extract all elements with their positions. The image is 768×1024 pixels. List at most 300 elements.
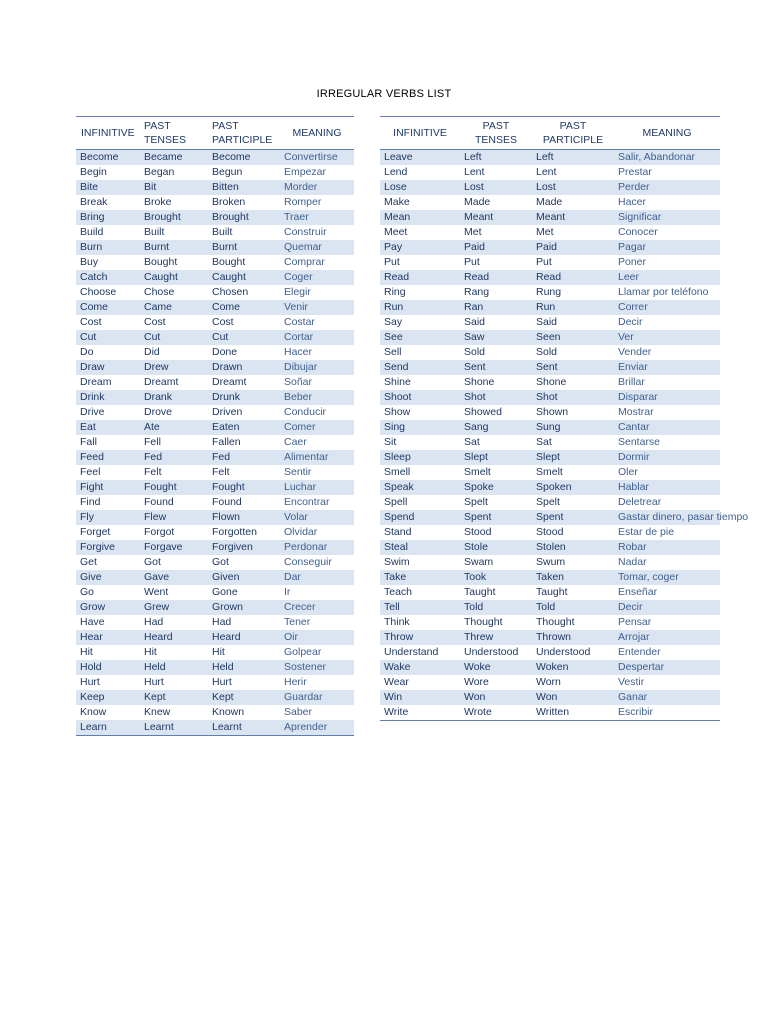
table-row [76, 360, 354, 375]
table-row [380, 600, 720, 615]
cell-infinitive: Forget [76, 525, 140, 540]
cell-past-tense: Fed [140, 450, 208, 465]
cell-meaning: Brillar [614, 375, 720, 390]
cell-past-tense: Came [140, 300, 208, 315]
cell-meaning: Cortar [280, 330, 354, 345]
table-row [76, 555, 354, 570]
cell-infinitive: Do [76, 345, 140, 360]
cell-past-tense: Sang [460, 420, 532, 435]
cell-infinitive: Read [380, 270, 460, 285]
cell-infinitive: Build [76, 225, 140, 240]
cell-past-tense: Made [460, 195, 532, 210]
cell-past-participle: Bitten [208, 180, 280, 195]
cell-past-tense: Shone [460, 375, 532, 390]
table-row [76, 420, 354, 435]
cell-infinitive: Become [76, 150, 140, 166]
cell-past-tense: Took [460, 570, 532, 585]
cell-infinitive: Mean [380, 210, 460, 225]
cell-past-tense: Forgot [140, 525, 208, 540]
cell-past-tense: Thought [460, 615, 532, 630]
cell-past-tense: Hurt [140, 675, 208, 690]
cell-past-participle: Shown [532, 405, 614, 420]
cell-past-participle: Smelt [532, 465, 614, 480]
cell-infinitive: Draw [76, 360, 140, 375]
cell-past-tense: Learnt [140, 720, 208, 736]
table-row [380, 285, 720, 300]
table-row [380, 405, 720, 420]
cell-past-participle: Forgotten [208, 525, 280, 540]
table-row [380, 390, 720, 405]
cell-meaning: Perdonar [280, 540, 354, 555]
cell-infinitive: Get [76, 555, 140, 570]
table-row [380, 465, 720, 480]
cell-infinitive: Spell [380, 495, 460, 510]
cell-past-participle: Fought [208, 480, 280, 495]
table-row [380, 450, 720, 465]
cell-past-participle: Paid [532, 240, 614, 255]
cell-past-tense: Meant [460, 210, 532, 225]
cell-past-tense: Wore [460, 675, 532, 690]
cell-meaning: Robar [614, 540, 720, 555]
cell-past-tense: Met [460, 225, 532, 240]
cell-infinitive: Sell [380, 345, 460, 360]
cell-infinitive: Forgive [76, 540, 140, 555]
table-row [76, 630, 354, 645]
cell-infinitive: Lose [380, 180, 460, 195]
cell-past-participle: Done [208, 345, 280, 360]
table-row [380, 480, 720, 495]
table-row [380, 255, 720, 270]
cell-infinitive: Give [76, 570, 140, 585]
header-meaning: MEANING [280, 117, 354, 150]
cell-past-tense: Left [460, 150, 532, 166]
table-row [76, 510, 354, 525]
table-row [380, 150, 720, 166]
cell-meaning: Pensar [614, 615, 720, 630]
cell-past-participle: Spent [532, 510, 614, 525]
table-row [380, 330, 720, 345]
cell-past-participle: Met [532, 225, 614, 240]
cell-past-tense: Stole [460, 540, 532, 555]
cell-meaning: Alimentar [280, 450, 354, 465]
table-row [380, 630, 720, 645]
table-row [380, 645, 720, 660]
cell-infinitive: Tell [380, 600, 460, 615]
cell-meaning: Guardar [280, 690, 354, 705]
table-row [76, 195, 354, 210]
cell-meaning: Estar de pie [614, 525, 720, 540]
cell-meaning: Llamar por teléfono [614, 285, 720, 300]
cell-past-participle: Meant [532, 210, 614, 225]
table-row [76, 225, 354, 240]
cell-infinitive: Come [76, 300, 140, 315]
cell-meaning: Oler [614, 465, 720, 480]
cell-meaning: Costar [280, 315, 354, 330]
cell-infinitive: Have [76, 615, 140, 630]
table-row [380, 705, 720, 721]
cell-past-participle: Come [208, 300, 280, 315]
table-row [76, 390, 354, 405]
cell-infinitive: Burn [76, 240, 140, 255]
cell-past-tense: Taught [460, 585, 532, 600]
table-row [76, 255, 354, 270]
cell-past-participle: Hurt [208, 675, 280, 690]
cell-infinitive: Eat [76, 420, 140, 435]
cell-meaning: Correr [614, 300, 720, 315]
cell-past-participle: Begun [208, 165, 280, 180]
cell-past-tense: Stood [460, 525, 532, 540]
table-row [76, 270, 354, 285]
cell-past-participle: Sat [532, 435, 614, 450]
cell-infinitive: Meet [380, 225, 460, 240]
cell-past-participle: Thrown [532, 630, 614, 645]
cell-past-participle: Shot [532, 390, 614, 405]
cell-meaning: Comprar [280, 255, 354, 270]
table-row [380, 540, 720, 555]
cell-past-participle: Shone [532, 375, 614, 390]
cell-meaning: Vender [614, 345, 720, 360]
cell-past-tense: Spent [460, 510, 532, 525]
table-row [76, 315, 354, 330]
table-row [380, 690, 720, 705]
cell-past-participle: Spoken [532, 480, 614, 495]
table-row [76, 495, 354, 510]
table-row [380, 165, 720, 180]
cell-meaning: Despertar [614, 660, 720, 675]
cell-past-participle: Spelt [532, 495, 614, 510]
cell-past-participle: Written [532, 705, 614, 721]
cell-past-participle: Drawn [208, 360, 280, 375]
cell-meaning: Empezar [280, 165, 354, 180]
cell-infinitive: Fight [76, 480, 140, 495]
cell-meaning: Vestir [614, 675, 720, 690]
cell-infinitive: Throw [380, 630, 460, 645]
cell-past-participle: Bought [208, 255, 280, 270]
cell-meaning: Enviar [614, 360, 720, 375]
table-row [76, 480, 354, 495]
cell-infinitive: Show [380, 405, 460, 420]
table-header-row [76, 117, 354, 150]
cell-past-participle: Driven [208, 405, 280, 420]
cell-past-participle: Grown [208, 600, 280, 615]
header-meaning: MEANING [614, 117, 720, 150]
cell-infinitive: Wake [380, 660, 460, 675]
header-infinitive: INFINITIVE [380, 117, 460, 150]
cell-past-participle: Brought [208, 210, 280, 225]
table-row [380, 375, 720, 390]
cell-past-tense: Fought [140, 480, 208, 495]
cell-infinitive: Stand [380, 525, 460, 540]
cell-infinitive: Sit [380, 435, 460, 450]
cell-meaning: Poner [614, 255, 720, 270]
table-row [380, 180, 720, 195]
table-row [76, 570, 354, 585]
cell-meaning: Traer [280, 210, 354, 225]
cell-infinitive: Lend [380, 165, 460, 180]
cell-meaning: Hacer [280, 345, 354, 360]
cell-past-participle: Become [208, 150, 280, 166]
cell-past-tense: Understood [460, 645, 532, 660]
cell-past-participle: Left [532, 150, 614, 166]
table-row [76, 465, 354, 480]
cell-infinitive: Go [76, 585, 140, 600]
cell-infinitive: Shoot [380, 390, 460, 405]
cell-infinitive: Learn [76, 720, 140, 736]
cell-past-participle: Broken [208, 195, 280, 210]
cell-past-participle: Fed [208, 450, 280, 465]
cell-past-tense: Spelt [460, 495, 532, 510]
cell-meaning: Conocer [614, 225, 720, 240]
cell-past-tense: Bit [140, 180, 208, 195]
cell-meaning: Elegir [280, 285, 354, 300]
cell-past-tense: Built [140, 225, 208, 240]
cell-meaning: Sostener [280, 660, 354, 675]
cell-meaning: Romper [280, 195, 354, 210]
cell-meaning: Construir [280, 225, 354, 240]
cell-infinitive: Teach [380, 585, 460, 600]
cell-past-participle: Thought [532, 615, 614, 630]
cell-infinitive: Smell [380, 465, 460, 480]
cell-meaning: Oir [280, 630, 354, 645]
table-row [76, 720, 354, 736]
cell-past-tense: Lost [460, 180, 532, 195]
cell-past-participle: Burnt [208, 240, 280, 255]
cell-meaning: Hablar [614, 480, 720, 495]
cell-meaning: Soñar [280, 375, 354, 390]
table-row [76, 240, 354, 255]
cell-meaning: Caer [280, 435, 354, 450]
cell-past-tense: Cut [140, 330, 208, 345]
cell-infinitive: Bring [76, 210, 140, 225]
cell-infinitive: Take [380, 570, 460, 585]
cell-infinitive: Fall [76, 435, 140, 450]
table-row [380, 435, 720, 450]
cell-past-tense: Did [140, 345, 208, 360]
cell-meaning: Golpear [280, 645, 354, 660]
cell-infinitive: Pay [380, 240, 460, 255]
cell-past-tense: Drew [140, 360, 208, 375]
cell-infinitive: Drive [76, 405, 140, 420]
cell-infinitive: Feed [76, 450, 140, 465]
cell-infinitive: Put [380, 255, 460, 270]
header-past-tenses: PAST TENSES [460, 117, 532, 150]
cell-past-tense: Sat [460, 435, 532, 450]
cell-infinitive: Hold [76, 660, 140, 675]
cell-infinitive: Cut [76, 330, 140, 345]
table-header-row [380, 117, 720, 150]
cell-past-participle: Drunk [208, 390, 280, 405]
cell-infinitive: Hit [76, 645, 140, 660]
table-row [76, 615, 354, 630]
cell-meaning: Quemar [280, 240, 354, 255]
cell-infinitive: Write [380, 705, 460, 721]
cell-past-tense: Rang [460, 285, 532, 300]
table-row [380, 495, 720, 510]
cell-past-tense: Grew [140, 600, 208, 615]
cell-past-tense: Told [460, 600, 532, 615]
cell-meaning: Comer [280, 420, 354, 435]
cell-infinitive: Sing [380, 420, 460, 435]
cell-infinitive: Sleep [380, 450, 460, 465]
cell-meaning: Crecer [280, 600, 354, 615]
cell-meaning: Beber [280, 390, 354, 405]
cell-meaning: Salir, Abandonar [614, 150, 720, 166]
cell-meaning: Hacer [614, 195, 720, 210]
cell-past-participle: Gone [208, 585, 280, 600]
cell-past-participle: Taken [532, 570, 614, 585]
table-row [380, 240, 720, 255]
cell-infinitive: Ring [380, 285, 460, 300]
cell-infinitive: Hurt [76, 675, 140, 690]
cell-meaning: Enseñar [614, 585, 720, 600]
cell-past-tense: Read [460, 270, 532, 285]
cell-past-participle: Told [532, 600, 614, 615]
cell-past-tense: Felt [140, 465, 208, 480]
table-row [380, 615, 720, 630]
cell-past-tense: Held [140, 660, 208, 675]
cell-past-tense: Burnt [140, 240, 208, 255]
cell-infinitive: Grow [76, 600, 140, 615]
cell-past-tense: Began [140, 165, 208, 180]
cell-past-tense: Shot [460, 390, 532, 405]
cell-infinitive: Understand [380, 645, 460, 660]
cell-past-tense: Kept [140, 690, 208, 705]
cell-past-tense: Ran [460, 300, 532, 315]
cell-past-tense: Won [460, 690, 532, 705]
page-title: IRREGULAR VERBS LIST [316, 88, 452, 100]
table-row [76, 525, 354, 540]
cell-past-participle: Heard [208, 630, 280, 645]
cell-meaning: Ganar [614, 690, 720, 705]
cell-past-participle: Felt [208, 465, 280, 480]
cell-past-participle: Given [208, 570, 280, 585]
cell-infinitive: Bite [76, 180, 140, 195]
table-row [76, 405, 354, 420]
cell-past-participle: Flown [208, 510, 280, 525]
cell-meaning: Deletrear [614, 495, 720, 510]
cell-meaning: Cantar [614, 420, 720, 435]
cell-past-tense: Said [460, 315, 532, 330]
cell-past-participle: Lent [532, 165, 614, 180]
cell-past-tense: Went [140, 585, 208, 600]
cell-meaning: Escribir [614, 705, 720, 721]
cell-past-participle: Stolen [532, 540, 614, 555]
cell-past-participle: Eaten [208, 420, 280, 435]
cell-past-tense: Sent [460, 360, 532, 375]
cell-meaning: Aprender [280, 720, 354, 736]
cell-meaning: Luchar [280, 480, 354, 495]
cell-meaning: Leer [614, 270, 720, 285]
cell-meaning: Pagar [614, 240, 720, 255]
cell-infinitive: Swim [380, 555, 460, 570]
cell-past-participle: Slept [532, 450, 614, 465]
table-row [76, 540, 354, 555]
cell-past-participle: Run [532, 300, 614, 315]
cell-past-tense: Sold [460, 345, 532, 360]
cell-meaning: Coger [280, 270, 354, 285]
verbs-table-right-body [380, 150, 749, 721]
cell-meaning: Dibujar [280, 360, 354, 375]
cell-past-participle: Cost [208, 315, 280, 330]
cell-past-tense: Became [140, 150, 208, 166]
cell-infinitive: Leave [380, 150, 460, 166]
cell-past-tense: Swam [460, 555, 532, 570]
cell-infinitive: Find [76, 495, 140, 510]
cell-past-participle: Cut [208, 330, 280, 345]
cell-meaning: Sentir [280, 465, 354, 480]
cell-past-participle: Held [208, 660, 280, 675]
cell-past-tense: Brought [140, 210, 208, 225]
cell-past-tense: Drank [140, 390, 208, 405]
cell-past-tense: Bought [140, 255, 208, 270]
table-row [76, 285, 354, 300]
cell-meaning: Dar [280, 570, 354, 585]
cell-meaning: Ver [614, 330, 720, 345]
cell-past-participle: Kept [208, 690, 280, 705]
cell-past-participle: Sung [532, 420, 614, 435]
cell-past-tense: Slept [460, 450, 532, 465]
cell-past-participle: Hit [208, 645, 280, 660]
table-row [380, 210, 720, 225]
cell-past-tense: Dreamt [140, 375, 208, 390]
cell-infinitive: Wear [380, 675, 460, 690]
cell-past-participle: Woken [532, 660, 614, 675]
cell-past-participle: Known [208, 705, 280, 720]
table-row [76, 585, 354, 600]
cell-past-tense: Ate [140, 420, 208, 435]
cell-past-tense: Woke [460, 660, 532, 675]
cell-past-participle: Built [208, 225, 280, 240]
cell-infinitive: Cost [76, 315, 140, 330]
cell-past-participle: Swum [532, 555, 614, 570]
table-row [76, 300, 354, 315]
cell-past-participle: Worn [532, 675, 614, 690]
cell-infinitive: Hear [76, 630, 140, 645]
cell-past-participle: Made [532, 195, 614, 210]
cell-infinitive: Fly [76, 510, 140, 525]
cell-past-participle: Forgiven [208, 540, 280, 555]
cell-infinitive: Spend [380, 510, 460, 525]
cell-meaning: Decir [614, 600, 720, 615]
cell-past-participle: Said [532, 315, 614, 330]
cell-infinitive: Keep [76, 690, 140, 705]
table-row [380, 345, 720, 360]
cell-past-tense: Drove [140, 405, 208, 420]
table-row [76, 660, 354, 675]
cell-past-participle: Taught [532, 585, 614, 600]
cell-past-participle: Stood [532, 525, 614, 540]
cell-past-tense: Gave [140, 570, 208, 585]
cell-infinitive: Feel [76, 465, 140, 480]
cell-infinitive: Buy [76, 255, 140, 270]
table-row [76, 180, 354, 195]
cell-meaning: Perder [614, 180, 720, 195]
table-row [380, 555, 720, 570]
cell-past-tense: Smelt [460, 465, 532, 480]
header-past-tenses: PAST TENSES [140, 117, 208, 150]
table-row [76, 705, 354, 720]
cell-meaning: Encontrar [280, 495, 354, 510]
cell-past-tense: Showed [460, 405, 532, 420]
cell-meaning: Tener [280, 615, 354, 630]
table-row [380, 585, 720, 600]
table-row [76, 645, 354, 660]
cell-past-tense: Wrote [460, 705, 532, 721]
cell-infinitive: Send [380, 360, 460, 375]
cell-meaning: Volar [280, 510, 354, 525]
verbs-table-left-body [76, 150, 354, 736]
table-row [380, 300, 720, 315]
